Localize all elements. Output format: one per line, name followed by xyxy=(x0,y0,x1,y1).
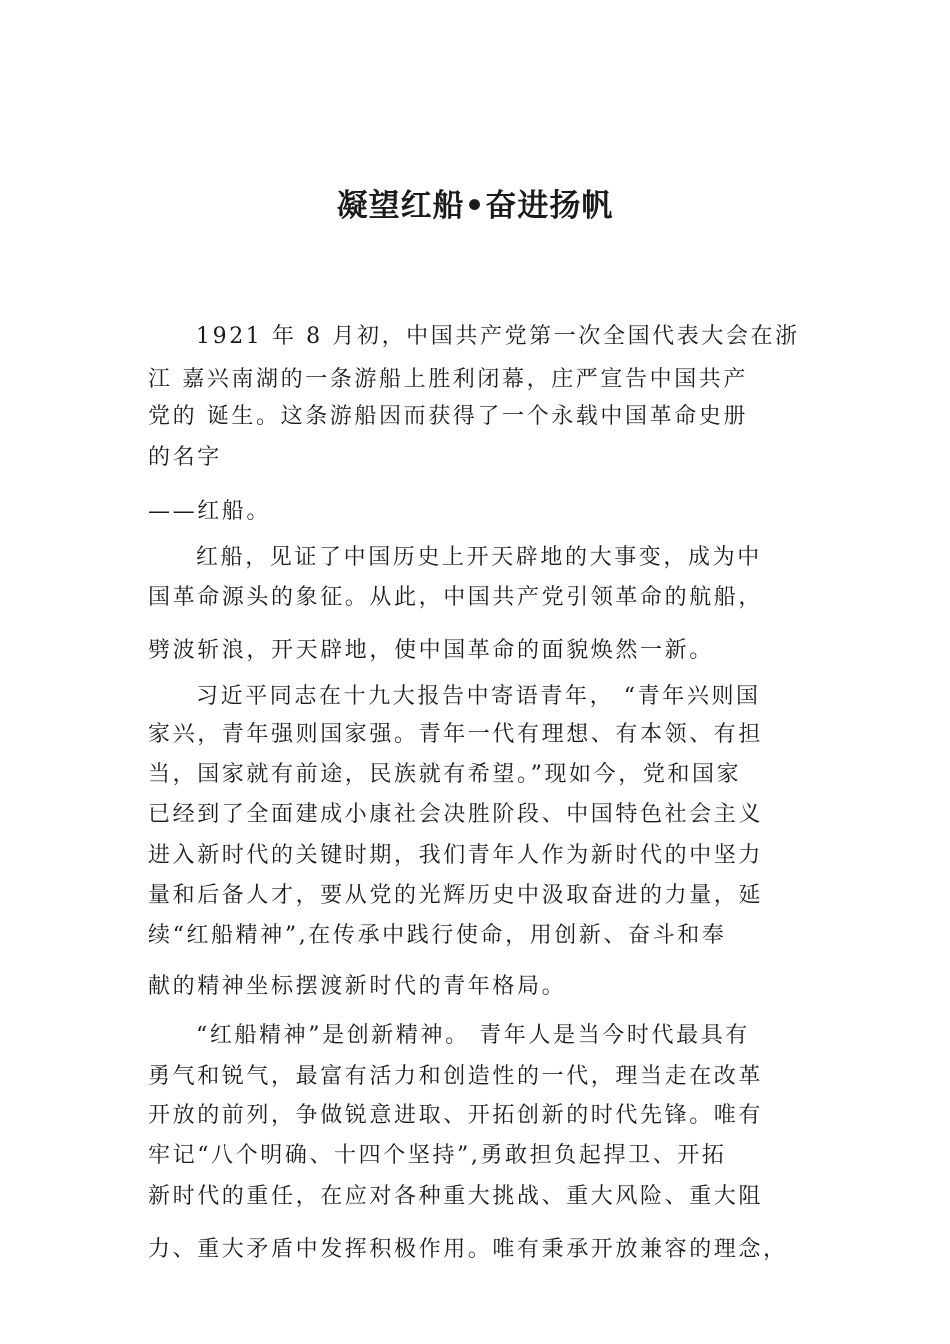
body-line: 进入新时代的关键时期，我们青年人作为新时代的中坚力 xyxy=(148,843,764,868)
body-line: 家兴，青年强则国家强。青年一代有理想、有本领、有担 xyxy=(148,722,764,747)
body-line: 劈波斩浪，开天辟地，使中国革命的面貌焕然一新。 xyxy=(148,638,714,663)
body-line: 献的精神坐标摆渡新时代的青年格局。 xyxy=(148,974,567,999)
body-line: 当，国家就有前途，民族就有希望。”现如今，党和国家 xyxy=(148,762,742,787)
body-line: 新时代的重任，在应对各种重大挑战、重大风险、重大阻 xyxy=(148,1184,764,1209)
body-line: 江 嘉兴南湖的一条游船上胜利闭幕，庄严宣告中国共产 xyxy=(148,367,748,392)
body-line: 的名字 xyxy=(148,445,222,470)
body-line: 党的 诞生。这条游船因而获得了一个永载中国革命史册 xyxy=(148,404,748,429)
body-line: “红船精神”是创新精神。 青年人是当今时代最具有 xyxy=(196,1023,750,1048)
body-line: 国革命源头的象征。从此，中国共产党引领革命的航船， xyxy=(148,585,764,610)
body-line: 习近平同志在十九大报告中寄语青年， “青年兴则国 xyxy=(196,684,761,709)
body-line: 续“红船精神”,在传承中践行使命，用创新、奋斗和奉 xyxy=(148,923,727,948)
body-line: 1921 年 8 月初，中国共产党第一次全国代表大会在浙 xyxy=(196,324,800,349)
body-line: 已经到了全面建成小康社会决胜阶段、中国特色社会主义 xyxy=(148,802,764,827)
body-line: 力、重大矛盾中发挥积极作用。唯有秉承开放兼容的理念， xyxy=(148,1237,788,1262)
body-line: 红船，见证了中国历史上开天辟地的大事变，成为中 xyxy=(196,545,762,570)
body-line: 勇气和锐气，最富有活力和创造性的一代，理当走在改革 xyxy=(148,1064,764,1089)
page-title: 凝望红船•奋进扬帆 xyxy=(336,188,614,224)
body-line: ——红船。 xyxy=(148,499,272,524)
body-line: 量和后备人才，要从党的光辉历史中汲取奋进的力量，延 xyxy=(148,883,764,908)
body-line: 开放的前列，争做锐意进取、开拓创新的时代先锋。唯有 xyxy=(148,1103,764,1128)
body-line: 牢记“八个明确、十四个坚持”,勇敢担负起捍卫、开拓 xyxy=(148,1143,727,1168)
